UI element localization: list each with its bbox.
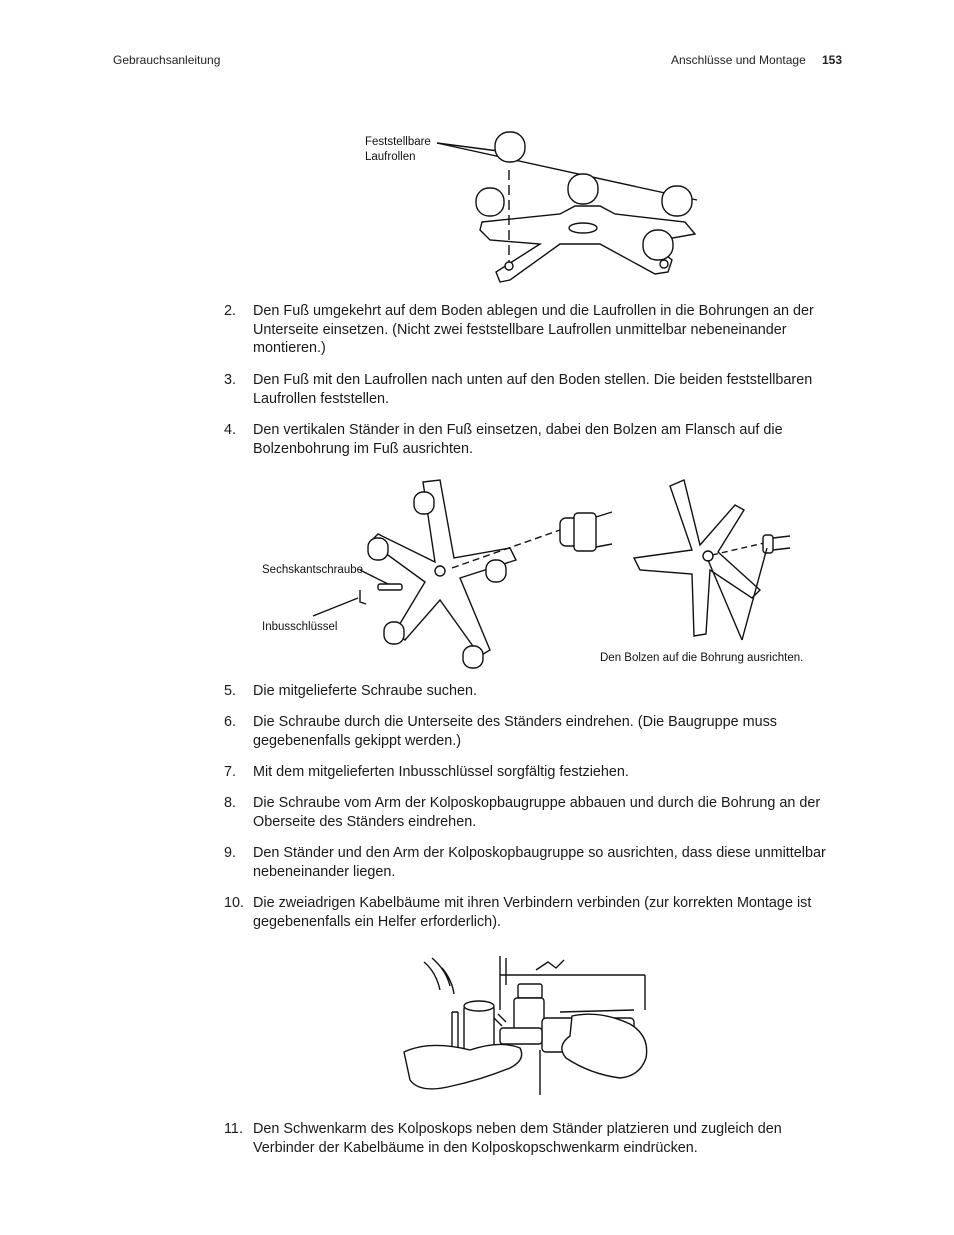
step-2 xyxy=(224,302,844,358)
step-text: Den Schwenkarm des Kolposkops neben dem Ständer platzieren und zugleich den Verbinder der Kabelbäume in den Kolposkopschwenkarm eindrücken. xyxy=(253,1121,782,1156)
step-text: Den Ständer und den Arm der Kolposkopbaugruppe so ausrichten, dass diese unmittelbar nebeneinander liegen. xyxy=(253,845,826,880)
step-8 xyxy=(224,794,844,831)
step-number: 10. xyxy=(224,895,245,911)
header-document-title: Gebrauchsanleitung xyxy=(113,53,221,67)
step-text: Mit dem mitgelieferten Inbusschlüssel sorgfältig festziehen. xyxy=(253,764,629,780)
header-section-title: Anschlüsse und Montage xyxy=(671,53,806,67)
step-9 xyxy=(224,844,844,881)
step-number: 2. xyxy=(224,303,237,319)
step-number: 3. xyxy=(224,372,237,388)
figure2-label-allen-key: Inbusschlüssel xyxy=(262,621,338,633)
figure2-label-align: Den Bolzen auf die Bohrung ausrichten. xyxy=(600,652,804,664)
step-text: Die mitgelieferte Schraube suchen. xyxy=(253,683,477,699)
step-5 xyxy=(224,682,844,701)
step-number: 5. xyxy=(224,683,237,699)
step-text: Den Fuß umgekehrt auf dem Boden ablegen und die Laufrollen in die Bohrungen an der Unterseite einsetzen. (Nicht zwei feststellbare Laufrollen unmittelbar nebeneinander montieren.) xyxy=(253,303,814,356)
figure1-label xyxy=(365,135,431,165)
step-number: 7. xyxy=(224,764,237,780)
step-text: Die zweiadrigen Kabelbäume mit ihren Verbindern verbinden (zur korrekten Montage ist gegebenenfalls ein Helfer erforderlich). xyxy=(253,895,812,930)
step-text: Den vertikalen Ständer in den Fuß einsetzen, dabei den Bolzen am Flansch auf die Bolzenbohrung im Fuß ausrichten. xyxy=(253,422,783,457)
step-text: Die Schraube vom Arm der Kolposkopbaugruppe abbauen und durch die Bohrung an der Oberseite des Ständers eindrehen. xyxy=(253,795,821,830)
step-4 xyxy=(224,421,844,458)
page-number: 153 xyxy=(822,53,843,67)
step-number: 8. xyxy=(224,795,237,811)
step-number: 11. xyxy=(224,1121,243,1137)
figure1-label-line1: Feststellbare xyxy=(365,136,431,148)
step-11 xyxy=(224,1120,844,1157)
step-number: 9. xyxy=(224,845,237,861)
step-number: 4. xyxy=(224,422,237,438)
step-10 xyxy=(224,894,844,931)
step-number: 6. xyxy=(224,714,237,730)
figure1-label-line2: Laufrollen xyxy=(365,151,416,163)
step-6 xyxy=(224,713,844,750)
figure2-label-hex-screw: Sechskantschraube xyxy=(262,564,364,576)
step-3 xyxy=(224,371,844,408)
step-text: Den Fuß mit den Laufrollen nach unten auf den Boden stellen. Die beiden feststellbaren Laufrollen feststellen. xyxy=(253,372,813,407)
step-7 xyxy=(224,763,844,782)
step-text: Die Schraube durch die Unterseite des Ständers eindrehen. (Die Baugruppe muss gegebenenfalls gekippt werden.) xyxy=(253,714,777,749)
